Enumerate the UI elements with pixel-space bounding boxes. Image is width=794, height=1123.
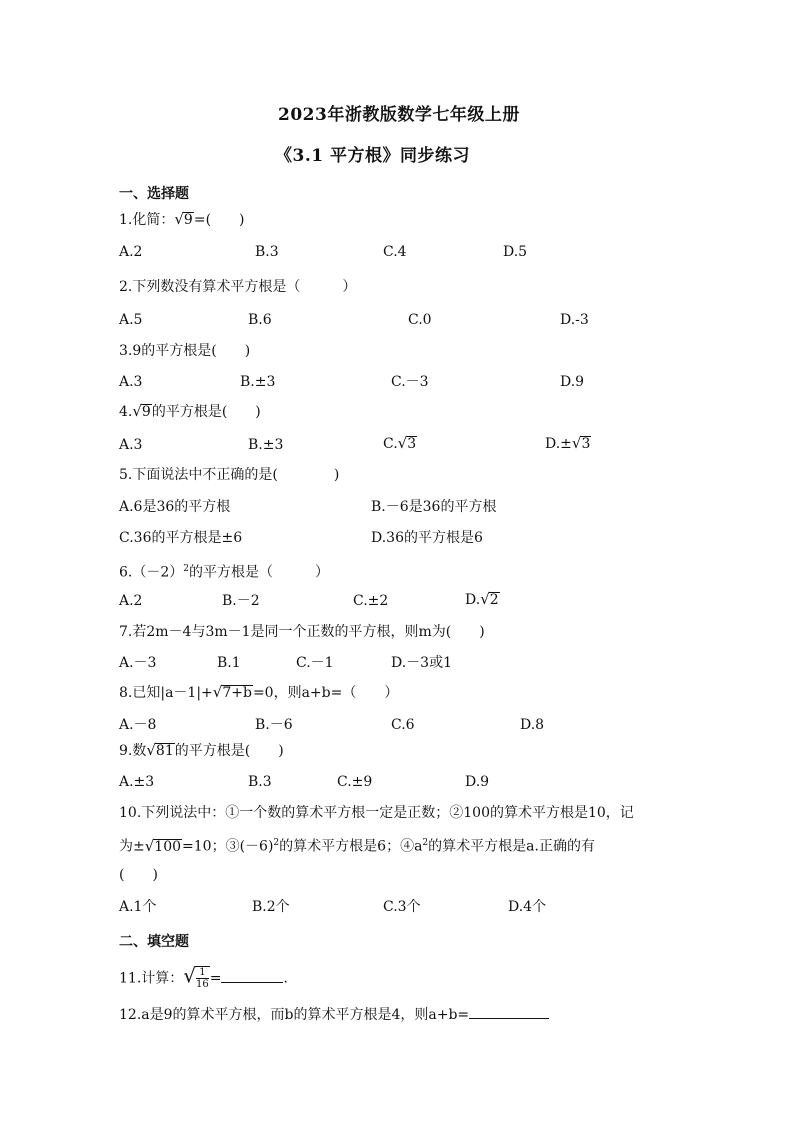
sqrt-symbol: √ $\frac{1}{16}$ [183,963,209,990]
question-2: 2.下列数没有算术平方根是（ ） [119,279,357,295]
q5-option-a: A.6是36的平方根 [119,499,231,515]
q9-option-a: A.±3 [119,774,155,790]
q10-exponent-1: 2 [273,838,280,848]
q6-option-d-prefix: D. [465,592,481,608]
q12-text: 12.a是9的算术平方根，而b的算术平方根是4，则a+b= [119,1007,470,1023]
document-title: 2023年浙教版数学七年级上册 [278,105,520,125]
q10-line2-mid: =10；③(－6) [182,838,274,855]
q7-option-a: A.－3 [119,655,157,671]
q6-option-c: C.±2 [353,593,389,609]
q4-suffix: 的平方根是( ) [151,404,261,420]
q8-option-c: C.6 [391,717,415,733]
q11-numerator: 1 [196,967,209,979]
q10-option-a: A.1个 [119,899,157,915]
q11-end: . [283,970,288,987]
q5-option-b: B.－6是36的平方根 [371,499,497,515]
q9-prefix: 9.数 [119,743,147,759]
q11-equals: = [209,970,222,987]
q1-option-a: A.2 [119,244,143,260]
q4-option-d-radicand: 3 [581,436,591,452]
sqrt-symbol: √3 [571,434,591,452]
q11-prefix: 11.计算： [119,970,184,987]
section-heading-choice: 一、选择题 [119,186,189,202]
q5-option-d: D.36的平方根是6 [371,530,483,546]
q2-option-b: B.6 [248,312,272,328]
sqrt-symbol: √3 [397,434,417,452]
sqrt-symbol: √81 [146,741,174,759]
q9-suffix: 的平方根是( ) [174,743,284,759]
q8-suffix: =0，则a+b=（ ） [252,685,399,701]
q4-option-c-radicand: 3 [407,436,417,452]
q6-option-b: B.－2 [222,593,260,609]
sqrt-symbol: √9 [174,210,193,228]
q3-option-b: B.±3 [240,374,276,390]
q1-prefix: 1.化简： [119,212,175,228]
q10-option-b: B.2个 [252,899,290,915]
fraction [196,967,209,990]
q6-option-a: A.2 [119,593,143,609]
question-10-line-1: 10.下列说法中：①一个数的算术平方根一定是正数；②100的算术平方根是10，记 [119,805,634,821]
q7-option-d: D.－3或1 [391,655,452,671]
q2-option-c: C.0 [408,312,432,328]
question-1 [119,210,245,229]
q1-radicand: 9 [183,212,193,228]
q10-line2-prefix: 为± [119,838,145,855]
question-10-line-3: ( ) [119,867,158,883]
sqrt-symbol: √7+b [212,683,252,701]
question-10-line-2 [119,834,595,856]
question-6 [119,560,329,582]
q9-option-b: B.3 [248,774,272,790]
q4-option-c-prefix: C. [383,436,398,452]
q5-option-c: C.36的平方根是±6 [119,530,243,546]
question-9 [119,741,284,760]
q7-option-b: B.1 [217,655,241,671]
q6-option-d-radicand: 2 [489,592,499,608]
q10-exponent-2: 2 [422,838,429,848]
q8-radicand: 7+b [222,685,252,701]
question-5: 5.下面说法中不正确的是( ) [119,467,340,483]
q9-option-d: D.9 [465,774,490,790]
question-3: 3.9的平方根是( ) [119,343,251,359]
question-12 [119,1006,549,1024]
q9-radicand: 81 [155,743,174,759]
q8-option-b: B.－6 [255,717,293,733]
q6-suffix: 的平方根是（ ） [189,564,329,581]
question-7: 7.若2m－4与3m－1是同一个正数的平方根，则m为( ) [119,624,485,640]
q2-option-d: D.-3 [560,312,589,328]
q10-line2-suffix: 的算术平方根是a.正确的有 [428,838,595,855]
sqrt-symbol: √2 [480,590,499,608]
q1-option-b: B.3 [255,244,279,260]
q8-option-d: D.8 [520,717,545,733]
question-11 [119,963,288,990]
q4-prefix: 4. [119,404,133,420]
q7-option-c: C.－1 [296,655,334,671]
q11-denominator: 16 [196,979,209,990]
q11-answer-blank[interactable] [221,982,283,983]
q2-option-a: A.5 [119,312,143,328]
q4-option-a: A.3 [119,437,143,453]
document-subtitle: 《3.1 平方根》同步练习 [275,146,470,166]
q1-suffix: =( ) [193,212,245,228]
q8-option-a: A.－8 [119,717,157,733]
q10-option-c: C.3个 [383,899,421,915]
sqrt-symbol: √100 [144,836,182,855]
q10-option-d: D.4个 [508,899,547,915]
q1-option-d: D.5 [503,244,528,260]
sqrt-symbol: √9 [132,402,151,420]
question-4 [119,402,261,421]
q3-option-d: D.9 [560,374,585,390]
q3-option-c: C.－3 [391,374,429,390]
q4-option-d [545,434,591,453]
q9-option-c: C.±9 [337,774,373,790]
q6-option-d [465,590,500,609]
q6-exponent: 2 [183,564,189,574]
q4-option-b: B.±3 [248,437,284,453]
q10-radicand: 100 [154,838,182,855]
q1-option-c: C.4 [383,244,407,260]
q4-radicand: 9 [141,404,151,420]
q4-option-d-prefix: D.± [545,436,572,452]
q12-answer-blank[interactable] [469,1018,549,1019]
q10-line2-mid2: 的算术平方根是6；④a [279,838,423,855]
question-8 [119,683,398,702]
q3-option-a: A.3 [119,374,143,390]
section-heading-fill: 二、填空题 [119,934,189,950]
q8-prefix: 8.已知|a－1|+ [119,685,213,701]
q4-option-c [383,434,417,453]
q6-prefix: 6.（－2） [119,564,184,581]
